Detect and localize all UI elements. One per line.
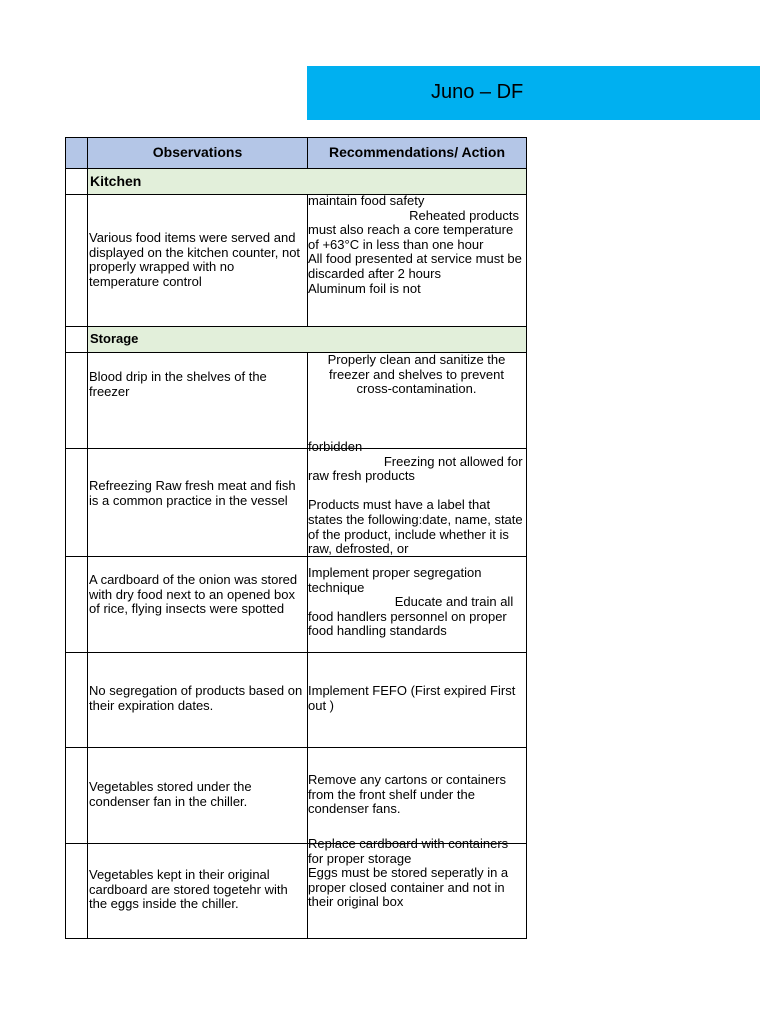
observation-cell: [87, 194, 308, 327]
recommendation-cell: [307, 194, 527, 327]
row-index-cell: [65, 747, 88, 844]
section-storage: [87, 326, 527, 353]
observation-cell: [87, 448, 308, 557]
recommendation-text: Remove any cartons or containers from the front shelf under the condenser fans.: [308, 772, 510, 817]
observation-text: A cardboard of the onion was stored with dry food next to an opened box of rice, flying insects were spotted: [89, 572, 298, 617]
section-storage-label: Storage: [90, 331, 139, 346]
observation-cell: [87, 843, 308, 939]
recommendation-cell: [307, 439, 527, 557]
row-index-cell: [65, 448, 88, 557]
header-recommendations-label: Recommendations/ Action: [328, 144, 506, 160]
observation-text: Refreezing Raw fresh meat and fish is a common practice in the vessel: [89, 478, 296, 508]
header-index-cell: [65, 137, 88, 169]
recommendation-cell: [307, 352, 527, 449]
row-index-cell: [65, 194, 88, 327]
section-kitchen-label: Kitchen: [90, 173, 142, 189]
recommendation-text: Implement FEFO (First expired First out ): [308, 683, 519, 713]
recommendation-cell: [307, 747, 527, 844]
title-banner: [307, 66, 760, 120]
header-recommendations: [307, 137, 527, 169]
recommendation-text: Replace cardboard with containers for proper storage Eggs must be stored seperatly in a proper closed container and not in their original box: [308, 836, 509, 910]
observation-text: No segregation of products based on their expiration dates.: [89, 683, 303, 713]
section-kitchen: [87, 168, 527, 195]
observation-cell: [87, 652, 308, 748]
recommendation-text: Properly clean and sanitize the freezer and shelves to prevent cross-contamination.: [327, 352, 510, 397]
recommendation-text: forbidden Freezing not allowed for raw fresh products Products must have a label that states the following:date, name, state of the product, include whether it is raw, defrosted, or: [308, 439, 523, 557]
recommendation-cell: [307, 556, 527, 653]
row-index-cell: [65, 843, 88, 939]
header-observations: [87, 137, 308, 169]
observation-text: Blood drip in the shelves of the freezer: [89, 369, 267, 399]
section-index-cell: [65, 168, 88, 195]
row-index-cell: [65, 652, 88, 748]
recommendation-cell: [307, 652, 527, 748]
observation-cell: [87, 747, 308, 844]
recommendation-text: maintain food safety Reheated products must also reach a core temperature of +63°C in less than one hour All food presented at service must be discarded after 2 hours Aluminum foil is not: [308, 193, 522, 296]
observation-text: Vegetables kept in their original cardboard are stored togetehr with the eggs inside the chiller.: [89, 867, 288, 912]
observation-cell: [87, 352, 308, 449]
observation-text: Various food items were served and displayed on the kitchen counter, not properly wrapped with no temperature control: [89, 230, 301, 289]
header-observations-label: Observations: [152, 144, 243, 160]
recommendation-cell: [307, 836, 527, 939]
observation-text: Vegetables stored under the condenser fan in the chiller.: [89, 779, 252, 809]
row-index-cell: [65, 352, 88, 449]
section-index-cell: [65, 326, 88, 353]
observation-cell: [87, 556, 308, 653]
report-title: Juno – DF: [431, 81, 524, 103]
row-index-cell: [65, 556, 88, 653]
recommendation-text: Implement proper segregation technique Educate and train all food handlers personnel on proper food handling standards: [308, 565, 514, 639]
